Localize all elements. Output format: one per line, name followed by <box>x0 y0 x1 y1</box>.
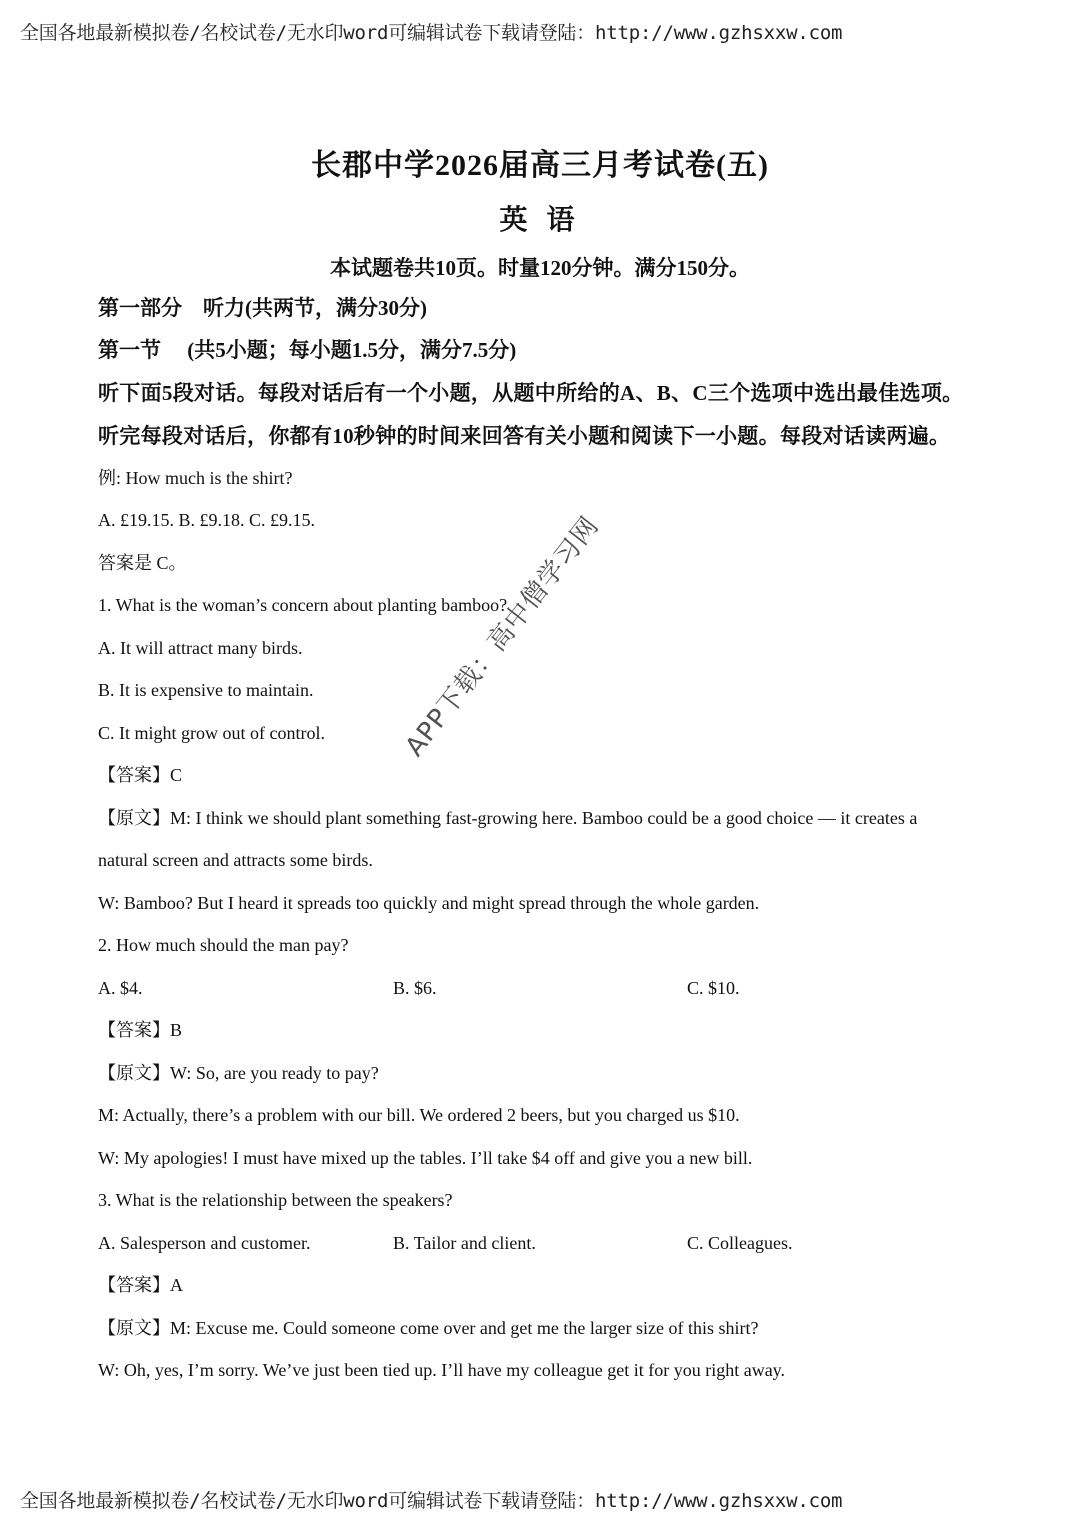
app-download-watermark: APP下载：高中僧学习网 <box>399 511 606 763</box>
question-2-stem: 2. How much should the man pay? <box>98 935 349 955</box>
question-1-answer: 【答案】C <box>98 765 183 785</box>
bottom-download-banner: 全国各地最新模拟卷/名校试卷/无水印word可编辑试卷下载请登陆：http://www.gzhsxxw.com <box>20 1490 843 1512</box>
question-2-option-a: A. $4. <box>98 978 143 998</box>
question-3-stem: 3. What is the relationship between the speakers? <box>98 1190 453 1210</box>
exam-subject: 英 语 <box>499 205 581 236</box>
question-1-option-c: C. It might grow out of control. <box>98 723 325 743</box>
section1-heading: 第一节 (共5小题；每小题1.5分，满分7.5分) <box>98 338 517 362</box>
exam-info: 本试题卷共10页。时量120分钟。满分150分。 <box>330 256 750 280</box>
part1-heading: 第一部分 听力(共两节，满分30分) <box>98 296 427 320</box>
question-1-option-b: B. It is expensive to maintain. <box>98 680 314 700</box>
question-1-transcript-line-3: W: Bamboo? But I heard it spreads too quickly and might spread through the whole garden. <box>98 893 760 913</box>
question-1-stem: 1. What is the woman’s concern about planting bamboo? <box>98 595 508 615</box>
question-3-transcript-line-1: 【原文】M: Excuse me. Could someone come over and get me the larger size of this shirt? <box>98 1318 759 1338</box>
question-3-answer: 【答案】A <box>98 1275 183 1295</box>
question-3-option-a: A. Salesperson and customer. <box>98 1233 311 1253</box>
instruction-line-1: 听下面5段对话。每段对话后有一个小题，从题中所给的A、B、C三个选项中选出最佳选项。 <box>98 381 964 405</box>
question-2-answer: 【答案】B <box>98 1020 183 1040</box>
question-2-transcript-line-3: W: My apologies! I must have mixed up the tables. I’ll take $4 off and give you a new bill. <box>98 1148 753 1168</box>
question-3-option-b: B. Tailor and client. <box>393 1233 536 1253</box>
exam-title: 长郡中学2026届高三月考试卷(五) <box>311 149 769 182</box>
question-2-option-c: C. $10. <box>687 978 740 998</box>
question-2-option-b: B. $6. <box>393 978 437 998</box>
example-answer: 答案是 C。 <box>98 553 187 573</box>
question-3-option-c: C. Colleagues. <box>687 1233 793 1253</box>
question-2-transcript-line-1: 【原文】W: So, are you ready to pay? <box>98 1063 379 1083</box>
top-download-banner: 全国各地最新模拟卷/名校试卷/无水印word可编辑试卷下载请登陆：http://www.gzhsxxw.com <box>20 22 843 44</box>
example-question: 例: How much is the shirt? <box>98 468 293 488</box>
question-1-option-a: A. It will attract many birds. <box>98 638 303 658</box>
question-1-transcript-line-1: 【原文】M: I think we should plant something fast-growing here. Bamboo could be a good choice — it creates a <box>98 808 918 828</box>
question-2-transcript-line-2: M: Actually, there’s a problem with our bill. We ordered 2 beers, but you charged us $10. <box>98 1105 740 1125</box>
question-1-transcript-line-2: natural screen and attracts some birds. <box>98 850 373 870</box>
question-3-transcript-line-2: W: Oh, yes, I’m sorry. We’ve just been tied up. I’ll have my colleague get it for you right away. <box>98 1360 786 1380</box>
example-options: A. £19.15. B. £9.18. C. £9.15. <box>98 510 316 530</box>
instruction-line-2: 听完每段对话后，你都有10秒钟的时间来回答有关小题和阅读下一小题。每段对话读两遍。 <box>98 424 951 448</box>
